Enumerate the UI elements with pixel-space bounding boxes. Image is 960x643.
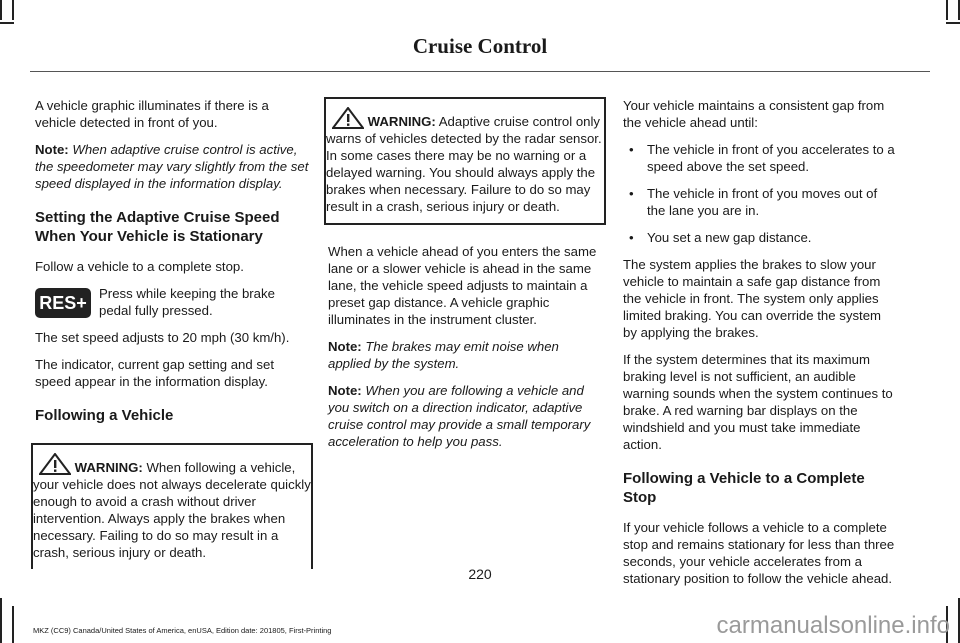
crop-mark (0, 0, 2, 20)
bullet-list (623, 141, 897, 246)
paragraph: The set speed adjusts to 20 mph (30 km/h). (35, 330, 290, 345)
warning-box (324, 97, 606, 225)
list-item: • The vehicle in front of you accelerates to a speed above the set speed. (623, 141, 897, 175)
paragraph: If your vehicle follows a vehicle to a complete stop and remains stationary for less than three seconds, your vehicle accelerates from a stationary position to follow the vehicle ahead. (623, 520, 895, 586)
warning-label: WARNING: (367, 114, 436, 129)
crop-mark (0, 22, 14, 24)
note-text: When you are following a vehicle and you switch on a direction indicator, adaptive cruise control may provide a small temporary acceleration to help you pass. (328, 383, 591, 449)
warning-triangle-icon (39, 453, 71, 475)
list-item: • You set a new gap distance. (623, 229, 897, 246)
crop-mark (0, 598, 2, 643)
page-title: Cruise Control (412, 34, 548, 58)
res-instruction (35, 285, 309, 319)
note (328, 338, 602, 372)
column-3 (623, 97, 897, 597)
note-label: Note: (328, 339, 362, 354)
paragraph: The indicator, current gap setting and set speed appear in the information display. (35, 357, 274, 389)
warning-text: When following a vehicle, your vehicle does not always decelerate quickly enough to avoid a crash without driver intervention. Always apply the brakes when necessary. Failing to do so may result in a crash, serious injury or death. (33, 460, 311, 560)
paragraph: Your vehicle maintains a consistent gap from the vehicle ahead until: (623, 98, 885, 130)
warning-label: WARNING: (74, 460, 143, 475)
note (328, 382, 602, 450)
page-number: 220 (468, 566, 492, 582)
section-heading: Following a Vehicle to a Complete Stop (623, 470, 865, 506)
warning-triangle-icon (332, 107, 364, 129)
column-1 (35, 97, 309, 581)
note (35, 141, 309, 192)
res-plus-icon: RES+ (35, 288, 91, 318)
note-text: When adaptive cruise control is active, the speedometer may vary slightly from the set speed displayed in the information display. (35, 142, 309, 191)
note-label: Note: (35, 142, 69, 157)
edition-footer: MKZ (CC9) Canada/United States of America, enUSA, Edition date: 201805, First-Printing (33, 626, 332, 635)
section-heading: Setting the Adaptive Cruise Speed When Your Vehicle is Stationary (35, 209, 280, 245)
section-heading: Following a Vehicle (35, 407, 174, 424)
note-label: Note: (328, 383, 362, 398)
list-item: • The vehicle in front of you moves out of the lane you are in. (623, 185, 897, 219)
paragraph: When a vehicle ahead of you enters the same lane or a slower vehicle is ahead in the same lane, the vehicle speed adjusts to maintain a preset gap distance. A vehicle graphic illuminates in the instrument cluster. (328, 244, 597, 327)
crop-mark (946, 0, 948, 20)
page-header (30, 34, 930, 59)
crop-mark (12, 0, 14, 20)
warning-box (31, 443, 313, 569)
paragraph: The system applies the brakes to slow your vehicle to maintain a safe gap distance from the vehicle in front. The system only applies limited braking. You can override the system by applying the brakes. (623, 257, 882, 340)
paragraph: If the system determines that its maximum braking level is not sufficient, an audible warning sounds when the system continues to brake. A red warning bar displays on the windshield and you must take immediate action. (623, 352, 893, 452)
note-text: The brakes may emit noise when applied by the system. (328, 339, 559, 371)
warning-text: Adaptive cruise control only warns of vehicles detected by the radar sensor. In some cases there may be no warning or a delayed warning. You should always apply the brakes when necessary. Failure to do so may result in a crash, serious injury or death. (326, 114, 602, 214)
crop-mark (946, 22, 960, 24)
header-divider (30, 71, 930, 72)
crop-mark (12, 606, 14, 643)
paragraph: Follow a vehicle to a complete stop. (35, 259, 244, 274)
res-text: Press while keeping the brake pedal fully pressed. (99, 286, 275, 318)
watermark: carmanualsonline.info (716, 612, 950, 639)
paragraph: A vehicle graphic illuminates if there is a vehicle detected in front of you. (35, 98, 269, 130)
column-2 (328, 97, 602, 460)
